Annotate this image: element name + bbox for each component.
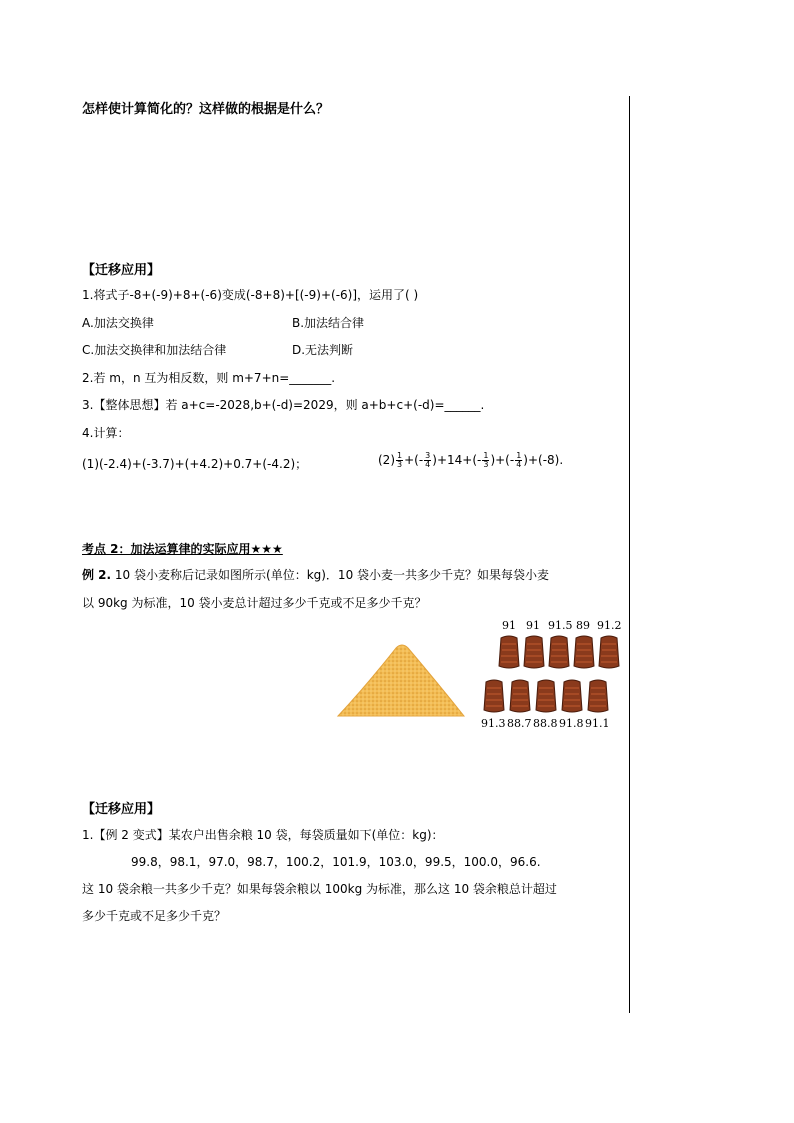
- section2-q1-line2: 这 10 袋余粮一共多少千克？如果每袋余粮以 100kg 为标准，那么这 10 袋余粮总计超过: [82, 882, 557, 896]
- section1-q1: 1.将式子-8+(-9)+8+(-6)变成(-8+8)+[(-9)+(-6)]，运用了( ): [82, 288, 419, 302]
- fraction: $\frac{1}{3}$: [397, 451, 403, 469]
- wheat-bag-icon: [572, 634, 596, 670]
- bag-weight-label: 88.7: [507, 717, 532, 730]
- example2-line2: 以 90kg 为标准，10 袋小麦总计超过多少千克或不足多少千克？: [82, 596, 427, 610]
- section2-q1-line3: 多少千克或不足多少千克？: [82, 909, 227, 923]
- bag-weight-label: 91.8: [559, 717, 584, 730]
- example2-label: 例 2.: [82, 568, 112, 582]
- section1-header: 【迁移应用】: [82, 263, 161, 278]
- bag-weight-label: 88.8: [533, 717, 558, 730]
- q1-option-b: B.加法结合律: [292, 316, 365, 330]
- section2-q1-line1: 1.【例 2 变式】某农户出售余粮 10 袋，每袋质量如下(单位：kg)：: [82, 828, 444, 842]
- section2-q1-values: 99.8，98.1，97.0，98.7，100.2，101.9，103.0，99.5，100.0，96.6.: [131, 855, 541, 869]
- right-margin-rule: [629, 96, 630, 1013]
- bag-weight-label: 91.1: [585, 717, 610, 730]
- wheat-bag-icon: [547, 634, 571, 670]
- wheat-bag-icon: [534, 678, 558, 714]
- bag-weight-label: 89: [576, 619, 590, 632]
- q1-option-c: C.加法交换律和加法结合律: [82, 343, 227, 357]
- q4p2-prefix: (2): [378, 453, 395, 467]
- wheat-bag-icon: [522, 634, 546, 670]
- section2-header: 【迁移应用】: [82, 802, 161, 817]
- section1-q3: 3.【整体思想】若 a+c=-2028,b+(-d)=2029，则 a+b+c+(-d)=______.: [82, 398, 485, 412]
- fraction: $\frac{3}{4}$: [425, 451, 431, 469]
- wheat-bag-icon: [560, 678, 584, 714]
- wheat-bags-figure: [478, 618, 628, 736]
- wheat-bag-icon: [482, 678, 506, 714]
- wheat-bag-icon: [597, 634, 621, 670]
- fraction: $\frac{1}{4}$: [516, 451, 522, 469]
- fraction: $\frac{1}{3}$: [483, 451, 489, 469]
- grain-pile-image: [336, 636, 466, 720]
- kaodian2-title: 考点 2：加法运算律的实际应用★★★: [82, 542, 283, 556]
- bag-weight-label: 91: [502, 619, 516, 632]
- section1-q2: 2.若 m，n 互为相反数，则 m+7+n=_______.: [82, 371, 336, 385]
- wheat-bag-icon: [497, 634, 521, 670]
- section1-q4-part2: (2) $\frac{1}{3}$ +(- $\frac{3}{4}$ )+14+(- $\frac{1}{3}$ )+(- $\frac{1}{4}$ )+(-8).: [378, 451, 564, 469]
- bag-weight-label: 91: [526, 619, 540, 632]
- q1-option-d: D.无法判断: [292, 343, 354, 357]
- q1-option-a: A.加法交换律: [82, 316, 154, 330]
- section1-q4-part1: (1)(-2.4)+(-3.7)+(+4.2)+0.7+(-4.2)；: [82, 457, 308, 471]
- wheat-bag-icon: [586, 678, 610, 714]
- bag-weight-label: 91.5: [548, 619, 573, 632]
- bag-weight-label: 91.3: [481, 717, 506, 730]
- wheat-bag-icon: [508, 678, 532, 714]
- example2-line1: 例 2. 10 袋小麦称后记录如图所示(单位：kg)．10 袋小麦一共多少千克？如果每袋小麦: [82, 568, 550, 582]
- bag-weight-label: 91.2: [597, 619, 622, 632]
- section1-q4-title: 4.计算：: [82, 426, 130, 440]
- intro-question: 怎样使计算简化的？这样做的根据是什么？: [82, 102, 330, 117]
